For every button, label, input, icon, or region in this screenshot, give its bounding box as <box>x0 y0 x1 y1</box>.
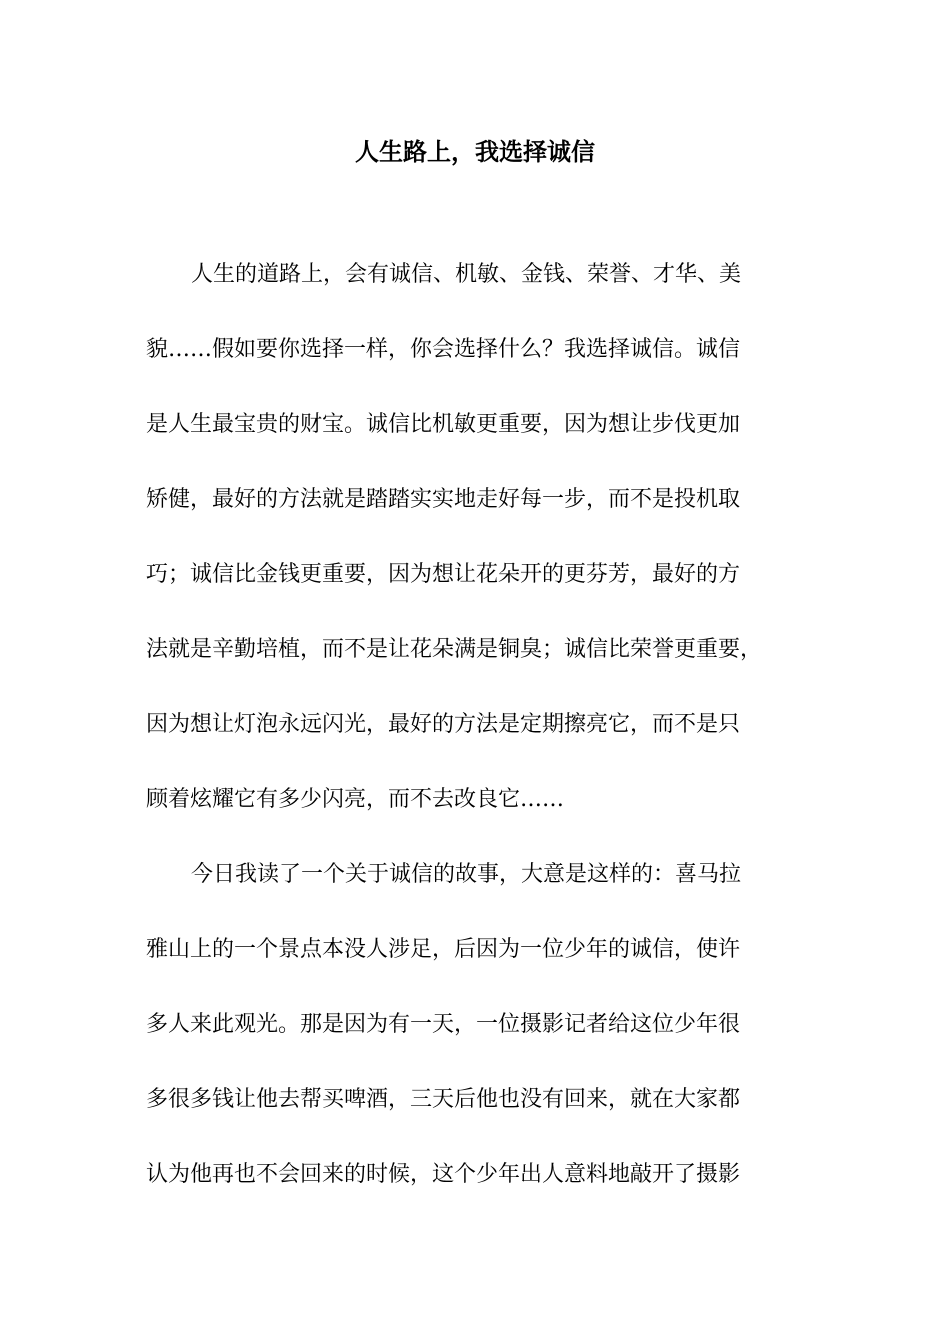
paragraph-1-line-8: 顾着炫耀它有多少闪亮，而不去改良它…… <box>146 787 565 812</box>
paragraph-2-line-4: 多很多钱让他去帮买啤酒，三天后他也没有回来，就在大家都 <box>146 1087 741 1112</box>
paragraph-1-line-7: 因为想让灯泡永远闪光，最好的方法是定期擦亮它，而不是只 <box>146 712 741 737</box>
paragraph-2-line-3: 多人来此观光。那是因为有一天，一位摄影记者给这位少年很 <box>146 1012 741 1037</box>
paragraph-2-line-1: 今日我读了一个关于诚信的故事，大意是这样的：喜马拉 <box>191 862 742 887</box>
paragraph-1-line-5: 巧；诚信比金钱更重要，因为想让花朵开的更芬芳，最好的方 <box>146 562 741 587</box>
paragraph-1-line-1: 人生的道路上，会有诚信、机敏、金钱、荣誉、才华、美 <box>191 262 742 287</box>
paragraph-2-line-2: 雅山上的一个景点本没人涉足，后因为一位少年的诚信，使许 <box>146 937 741 962</box>
paragraph-1-line-6: 法就是辛勤培植，而不是让花朵满是铜臭；诚信比荣誉更重要， <box>146 637 763 662</box>
paragraph-2-line-5: 认为他再也不会回来的时候，这个少年出人意料地敲开了摄影 <box>146 1162 741 1187</box>
paragraph-1-line-2: 貌……假如要你选择一样，你会选择什么？我选择诚信。诚信 <box>146 337 741 362</box>
paragraph-1-line-3: 是人生最宝贵的财宝。诚信比机敏更重要，因为想让步伐更加 <box>146 412 741 437</box>
document-title: 人生路上，我选择诚信 <box>355 137 595 166</box>
paragraph-1-line-4: 矫健，最好的方法就是踏踏实实地走好每一步，而不是投机取 <box>146 487 741 512</box>
